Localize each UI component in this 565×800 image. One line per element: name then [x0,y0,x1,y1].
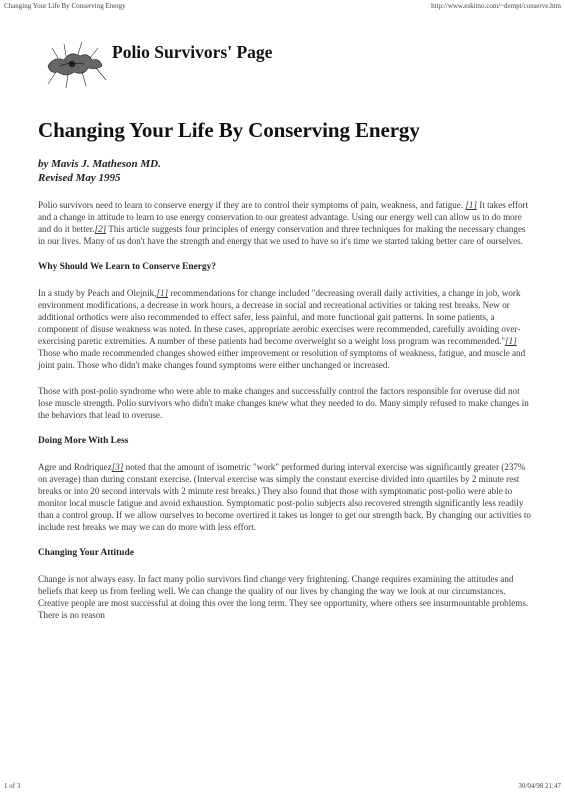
article-title: Changing Your Life By Conserving Energy [38,118,420,142]
page-number: 1 of 3 [4,782,21,790]
reference-link[interactable]: [1] [465,200,478,210]
text: Agre and Rodriquez [38,462,112,472]
article [38,118,533,621]
text: In a study by Peach and Olejnik, [38,288,157,298]
paragraph: Those with post-polio syndrome who were able to make changes and successfully control the factors responsible for overuse did not lose muscle strength. Polio survivors who didn't make changes knew what they needed to do. Many simply refused to make changes in the behaviors that lead to overuse. [38,386,529,420]
print-header-url: http://www.eskimo.com/~dempt/conserve.htm [431,2,561,10]
site-title: Polio Survivors' Page [112,42,273,62]
reference-link[interactable]: [1] [156,288,169,298]
paragraph [38,461,533,533]
byline [38,157,533,185]
text: noted that the amount of isometric "work" performed during interval exercise was significantly greater (237% on average) than during constant exercise. (Interval exercise was simply the constant exercise divided into quartiles by 2 minute rest breaks or into 20 second intervals with 2 minute rest breaks.) They also found that those with symptomatic post-polio were able to monitor local muscle fatigue and avoid exhaustion. Symptomatic post-polio subjects also recovered strength significantly less readily than a control group. If we allow ourselves to become overtired it takes us longer to get our strength back. By changing our activities to include rest breaks we may we can do more with less effort. [38,462,531,532]
paragraph: Change is not always easy. In fact many polio survivors find change very frightening. Change requires examining the attitudes and beliefs that keep us from feeling well. We can change the quality of our lives by changing the way we look at our circumstances. Creative people are most successful at doing this over the long term. They see opportunity, where others see insurmountable problems. There is no reason [38,574,529,620]
print-footer [4,782,561,794]
text: It takes effort and a change in attitude to learn to use energy conservation to our greatest advantage. Using our energy well can allow us to do more and do it better. [38,200,529,234]
text: Those who made recommended changes showed either improvement or resolution of symptoms of weakness, fatigue, and muscle and joint pain. Those who didn't make changes found symptoms were either unchanged or increased. [38,348,526,370]
section-heading: Doing More With Less [38,436,129,446]
paragraph [38,287,533,371]
intro-paragraph [38,199,533,247]
print-timestamp: 30/04/98 21:47 [518,782,561,790]
print-header [4,2,561,14]
print-header-title: Changing Your Life By Conserving Energy [4,2,126,10]
author: by Mavis J. Matheson MD. [38,158,161,170]
revised-date: Revised May 1995 [38,172,121,184]
text: This article suggests four principles of energy conservation and three techniques for making the necessary changes in our lives. Many of us don't have the strength and energy that we used to have so it's time we started taking better care of ourselves. [38,224,526,246]
reference-link[interactable]: [2] [94,224,107,234]
reference-link[interactable]: [1] [505,336,517,346]
site-header [38,36,272,92]
text: Polio survivors need to learn to conserve energy if they are to control their symptoms of pain, weakness, and fatigue. [38,200,464,210]
reference-link[interactable]: [3] [111,462,124,472]
polio-survivors-logo-icon [38,36,118,92]
section-heading: Changing Your Attitude [38,548,134,558]
text: recommendations for change included "decreasing overall daily activities, a change in job, work environment modifications, a decrease in work hours, a decrease in social and recreational activities or taking rest breaks. New or additional orthotics were also recommended to effect safer, less painful, and more functional gait patterns. In some patients, a component of disuse weakness was noted. In these cases, appropriate aerobic exercises were recommended, carefully avoiding over-exercising paretic extremities. A number of these patients had become overweight so a weight loss program was recommended." [38,288,521,346]
section-heading: Why Should We Learn to Conserve Energy? [38,262,216,272]
